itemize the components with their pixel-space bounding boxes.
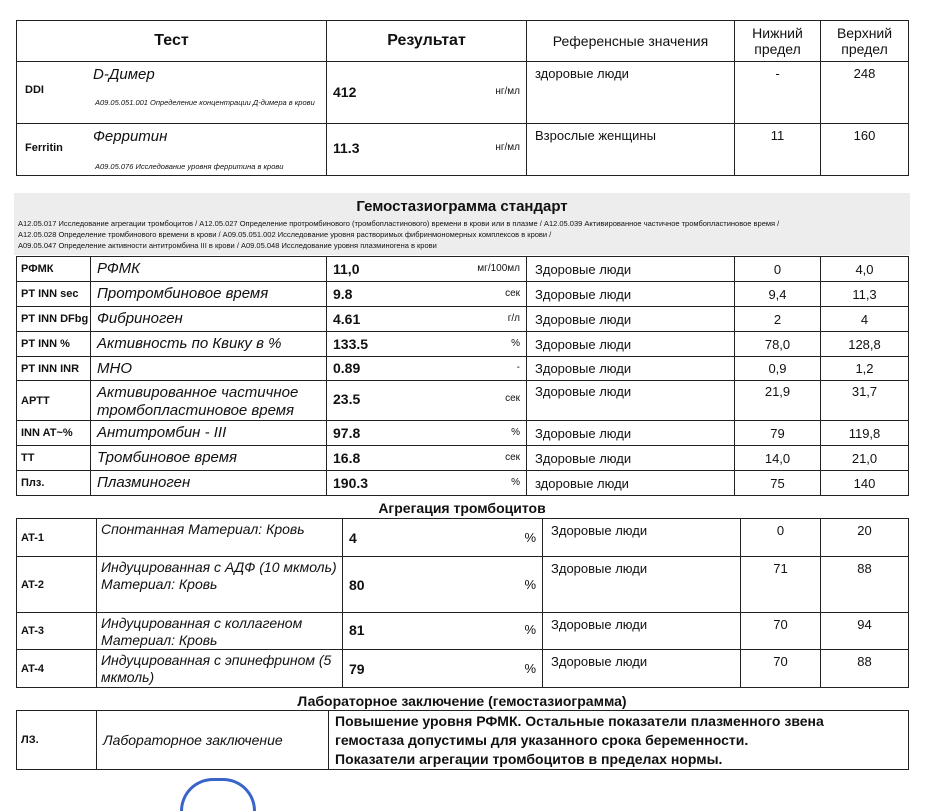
result-value: 16.8 [333, 450, 361, 466]
result-unit: % [511, 338, 520, 349]
result-value: 11.3 [333, 140, 360, 156]
conclusion-label: Лабораторное заключение [97, 711, 329, 770]
test-code: AT-1 [17, 519, 97, 557]
result-cell [327, 471, 527, 496]
hemo-row [17, 307, 909, 332]
conclusion-line: Показатели агрегации тромбоцитов в пределах нормы. [335, 751, 723, 767]
hemo-row [17, 357, 909, 381]
result-value: 80 [349, 577, 365, 593]
aggregation-row [17, 557, 909, 613]
test-code: AT-2 [17, 557, 97, 613]
result-value: 97.8 [333, 425, 361, 441]
lower-limit: 75 [735, 471, 821, 496]
header-test: Тест [17, 21, 327, 62]
hemo-row [17, 332, 909, 357]
upper-limit: 21,0 [821, 446, 909, 471]
conclusion-line: гемостаза допустимы для указанного срока беременности. [335, 732, 749, 748]
upper-limit: 1,2 [821, 357, 909, 381]
result-cell [327, 257, 527, 282]
result-value: 23.5 [333, 391, 361, 407]
lower-limit: 14,0 [735, 446, 821, 471]
upper-limit: 4 [821, 307, 909, 332]
result-cell [327, 446, 527, 471]
header-lower: Нижний предел [735, 21, 821, 62]
test-name: Тромбиновое время [91, 446, 327, 471]
reference: Здоровые люди [527, 307, 735, 332]
result-unit: мг/100мл [477, 263, 520, 274]
test-name: Индуцированная с эпинефрином (5 мкмоль) [97, 650, 343, 688]
conclusion-text [329, 711, 909, 770]
test-code: AT-3 [17, 613, 97, 650]
reference: Здоровые люди [543, 650, 741, 688]
reference: Здоровые люди [543, 557, 741, 613]
test-code: PT INN DFbg [17, 307, 91, 332]
result-cell [343, 650, 543, 688]
reference: Взрослые женщины [527, 124, 735, 176]
test-code: TT [17, 446, 91, 471]
lower-limit: 70 [741, 650, 821, 688]
test-name: D-Димер [93, 66, 155, 83]
reference: здоровые люди [527, 62, 735, 124]
upper-limit: 248 [821, 62, 909, 124]
reference: здоровые люди [527, 471, 735, 496]
test-name: МНО [91, 357, 327, 381]
hemo-row [17, 421, 909, 446]
test-code: DDI [25, 84, 44, 96]
result-value: 9.8 [333, 286, 353, 302]
conclusion-line: Повышение уровня РФМК. Остальные показатели плазменного звена [335, 713, 824, 729]
upper-limit: 88 [821, 650, 909, 688]
hemo-row [17, 446, 909, 471]
lower-limit: 0,9 [735, 357, 821, 381]
reference: Здоровые люди [543, 519, 741, 557]
test-name: Спонтанная Материал: Кровь [97, 519, 343, 557]
result-unit: нг/мл [495, 142, 520, 153]
upper-limit: 20 [821, 519, 909, 557]
result-unit: % [511, 427, 520, 438]
upper-limit: 94 [821, 613, 909, 650]
conclusion-table [16, 710, 909, 770]
result-unit: сек [505, 393, 520, 404]
test-name: Индуцированная с АДФ (10 мкмоль) Материал: Кровь [97, 557, 343, 613]
result-unit: г/л [507, 313, 520, 324]
conclusion-title: Лабораторное заключение (гемостазиограмма) [297, 693, 627, 709]
test-code: APTT [17, 381, 91, 421]
hemo-row [17, 381, 909, 421]
lower-limit: 2 [735, 307, 821, 332]
upper-limit: 11,3 [821, 282, 909, 307]
test-code: AT-4 [17, 650, 97, 688]
test-name: Активность по Квику в % [91, 332, 327, 357]
result-value: 11,0 [333, 261, 360, 277]
lower-limit: 9,4 [735, 282, 821, 307]
test-code: PT INN INR [17, 357, 91, 381]
result-value: 133.5 [333, 336, 369, 352]
upper-limit: 119,8 [821, 421, 909, 446]
lower-limit: 11 [735, 124, 821, 176]
reference: Здоровые люди [527, 282, 735, 307]
test-code: PT INN sec [17, 282, 91, 307]
test-name: Антитромбин - III [91, 421, 327, 446]
lower-limit: 79 [735, 421, 821, 446]
hemo-service-line: A09.05.047 Определение активности антитромбина III в крови / A09.05.048 Исследование уровня плазминогена в крови [18, 241, 437, 250]
aggregation-row [17, 613, 909, 650]
upper-limit: 88 [821, 557, 909, 613]
aggregation-title: Агрегация тромбоцитов [378, 500, 546, 516]
lab-logo-stamp [180, 778, 256, 811]
test-name: Фибриноген [91, 307, 327, 332]
result-value: 81 [349, 622, 365, 638]
result-cell [343, 519, 543, 557]
result-value: 4.61 [333, 311, 361, 327]
result-unit: нг/мл [495, 86, 520, 97]
hemo-service-line: A12.05.017 Исследование агрегации тромбоцитов / A12.05.027 Определение протромбинового (тромбопластинового) времени в крови или в плазме / A12.05.039 Активированное частичное тромбопластиновое время / [18, 219, 780, 228]
result-cell [327, 124, 527, 176]
lower-limit: 71 [741, 557, 821, 613]
hemo-row [17, 257, 909, 282]
lower-limit: 21,9 [735, 381, 821, 421]
result-cell [327, 332, 527, 357]
test-code: Плз. [17, 471, 91, 496]
test-name: РФМК [91, 257, 327, 282]
reference: Здоровые люди [527, 332, 735, 357]
test-name: Ферритин [93, 128, 168, 145]
test-code: РФМК [17, 257, 91, 282]
result-cell [327, 62, 527, 124]
lower-limit: - [735, 62, 821, 124]
result-unit: % [524, 530, 536, 545]
result-unit: - [516, 362, 520, 373]
result-cell [343, 613, 543, 650]
test-code: PT INN % [17, 332, 91, 357]
aggregation-row [17, 650, 909, 688]
test-service: A09.05.076 Исследование уровня ферритина в крови [95, 162, 284, 171]
result-value: 412 [333, 84, 357, 100]
hemo-title: Гемостазиограмма стандарт [356, 198, 568, 215]
test-code: INN AT~% [17, 421, 91, 446]
test-name: Протромбиновое время [91, 282, 327, 307]
upper-limit: 140 [821, 471, 909, 496]
lower-limit: 0 [735, 257, 821, 282]
test-cell [17, 124, 327, 176]
upper-limit: 4,0 [821, 257, 909, 282]
result-unit: % [524, 577, 536, 592]
result-value: 190.3 [333, 475, 369, 491]
result-unit: сек [505, 288, 520, 299]
result-cell [327, 381, 527, 421]
test-code: Ferritin [25, 142, 63, 154]
result-cell [343, 557, 543, 613]
result-unit: % [524, 622, 536, 637]
aggregation-table [16, 518, 909, 688]
result-cell [327, 421, 527, 446]
reference: Здоровые люди [527, 357, 735, 381]
result-cell [327, 357, 527, 381]
result-value: 79 [349, 661, 365, 677]
aggregation-row [17, 519, 909, 557]
result-unit: % [524, 661, 536, 676]
upper-limit: 31,7 [821, 381, 909, 421]
lower-limit: 0 [741, 519, 821, 557]
lower-limit: 78,0 [735, 332, 821, 357]
hemo-row [17, 282, 909, 307]
upper-limit: 160 [821, 124, 909, 176]
result-value: 0.89 [333, 360, 361, 376]
hemo-service-line: A12.05.028 Определение тромбинового времени в крови / A09.05.051.002 Исследование уровня растворимых фибринмономерных комплексов в крови / [18, 230, 552, 239]
result-value: 4 [349, 530, 357, 546]
reference: Здоровые люди [527, 381, 735, 421]
test-name: Индуцированная с коллагеном Материал: Кровь [97, 613, 343, 650]
test-name: Активированное частичное тромбопластиновое время [91, 381, 327, 421]
result-cell [327, 282, 527, 307]
results-table-top [16, 20, 909, 176]
test-service: A09.05.051.001 Определение концентрации Д-димера в крови [95, 98, 315, 107]
reference: Здоровые люди [527, 446, 735, 471]
header-reference: Референсные значения [527, 21, 735, 62]
test-cell [17, 62, 327, 124]
test-name: Плазминоген [91, 471, 327, 496]
upper-limit: 128,8 [821, 332, 909, 357]
result-cell [327, 307, 527, 332]
hemo-row [17, 471, 909, 496]
conclusion-code: ЛЗ. [17, 711, 97, 770]
result-unit: сек [505, 452, 520, 463]
hemo-section-header [14, 193, 910, 255]
reference: Здоровые люди [527, 421, 735, 446]
result-unit: % [511, 477, 520, 488]
hemo-table [16, 256, 909, 496]
header-result: Результат [327, 21, 527, 62]
reference: Здоровые люди [527, 257, 735, 282]
header-upper: Верхний предел [821, 21, 909, 62]
lower-limit: 70 [741, 613, 821, 650]
reference: Здоровые люди [543, 613, 741, 650]
